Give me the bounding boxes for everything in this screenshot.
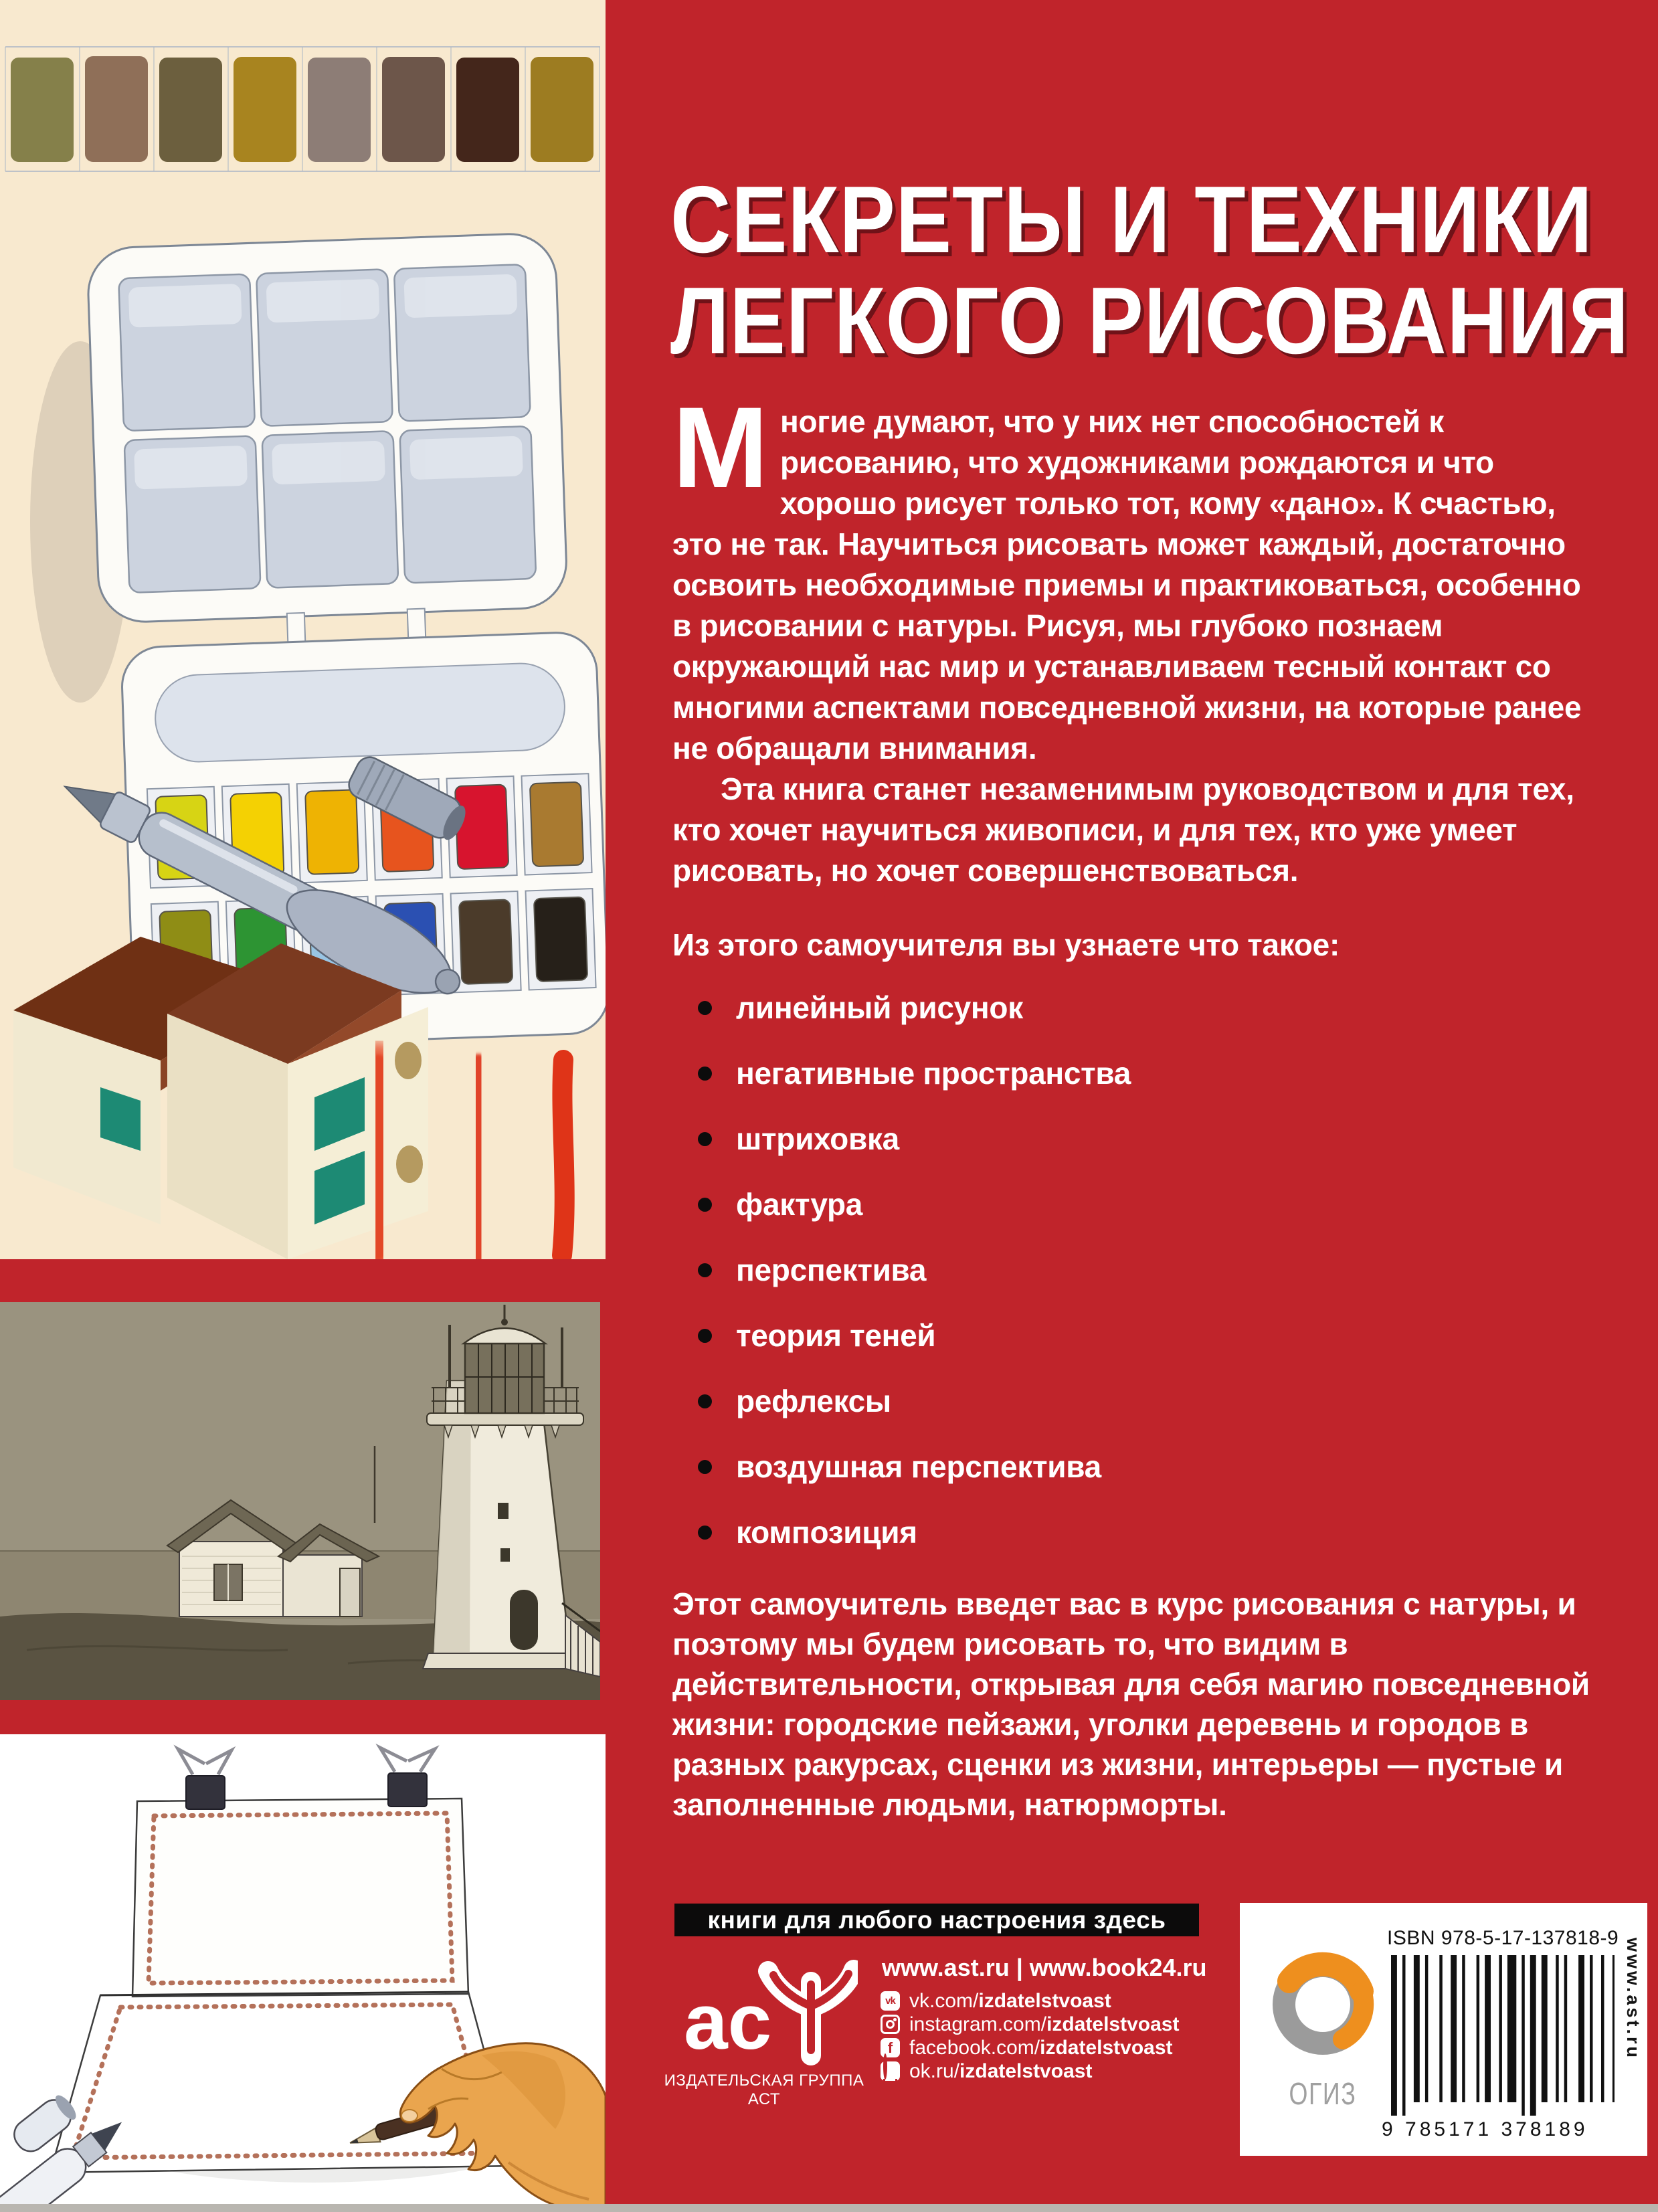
ast-logo-letters: ас xyxy=(684,1978,772,2066)
title-line-2: ЛЕГКОГО РИСОВАНИЯ xyxy=(670,268,1630,375)
ast-logo xyxy=(684,1948,858,2072)
ogiz-logo xyxy=(1263,1944,1383,2068)
vk-icon: vk xyxy=(881,1991,900,2011)
social-link-instagram[interactable]: instagram.com/izdatelstvoast xyxy=(881,2015,1179,2034)
list-item: штриховка xyxy=(672,1106,1608,1172)
barcode xyxy=(1390,1955,1615,2117)
list-item: композиция xyxy=(672,1499,1608,1565)
annotation-text xyxy=(672,383,1608,1825)
instagram-icon xyxy=(881,2015,900,2034)
lighthouse-tower xyxy=(423,1305,583,1669)
binder-clip-left xyxy=(178,1749,232,1809)
sketchbook-drawing xyxy=(0,1734,606,2205)
list-item: перспектива xyxy=(672,1237,1608,1303)
page-title xyxy=(670,167,1630,375)
paragraph-1-text: ногие думают, что у них нет способностей к рисованию, что художниками рождаются и что хорошо рисует только тот, кому «дано». К счастью, это не так. Научиться рисовать может каждый, достаточно освоить необходимые приемы и практиковаться, особенно в рисовании с натуры. Рисуя, мы глубоко познаем окружающий нас мир и устанавливаем тесный контакт со многими аспектами повседневной жизни, на которые ранее не обращали внимания. xyxy=(672,404,1582,765)
illustration-sketchbook-hand xyxy=(0,1734,606,2205)
list-item: теория теней xyxy=(672,1303,1608,1368)
ok-icon xyxy=(881,2061,900,2081)
list-intro: Из этого самоучителя вы узнаете что такое: xyxy=(672,927,1340,962)
illustration-lighthouse-sketch xyxy=(0,1302,600,1700)
binder-clip-right xyxy=(380,1748,435,1807)
ast-logo-icon xyxy=(684,1948,858,2069)
watercolor-set-drawing xyxy=(0,0,606,1259)
drop-cap: М xyxy=(672,383,768,512)
isbn-number: ISBN 978-5-17-137818-9 xyxy=(1387,1927,1619,1949)
illustration-watercolor-set xyxy=(0,0,606,1259)
publisher-urls[interactable]: www.ast.ru | www.book24.ru xyxy=(882,1954,1207,1981)
isbn-box xyxy=(1240,1903,1647,2156)
paragraph-3: Этот самоучитель введет вас в курс рисования с натуры, и поэтому мы будем рисовать то, что видим в действительности, открывая для себя магию повседневной жизни: городские пейзажи, уголки деревень и городов в разных ракурсах, сценки из жизни, интерьеры — пустые и заполненные людьми, натюрморты. xyxy=(672,1586,1590,1822)
title-line-1: СЕКРЕТЫ И ТЕХНИКИ xyxy=(670,167,1593,274)
publisher-caption: ИЗДАТЕЛЬСКАЯ ГРУППА АСТ xyxy=(664,2071,864,2108)
side-url: www.ast.ru xyxy=(1623,1938,1643,2061)
barcode-digits: 9 785171 378189 xyxy=(1382,2118,1588,2140)
social-link-facebook[interactable]: f facebook.com/izdatelstvoast xyxy=(881,2038,1179,2057)
list-item: линейный рисунок xyxy=(672,975,1608,1040)
list-item: негативные пространства xyxy=(672,1040,1608,1106)
ogiz-logo-icon xyxy=(1263,1944,1383,2065)
facebook-icon: f xyxy=(881,2038,900,2057)
lighthouse-drawing xyxy=(0,1302,600,1700)
social-link-ok[interactable]: ok.ru/izdatelstvoast xyxy=(881,2061,1179,2081)
promo-banner: книги для любого настроения здесь xyxy=(674,1904,1199,1936)
paragraph-1 xyxy=(672,383,1608,769)
list-item: рефлексы xyxy=(672,1368,1608,1434)
social-links xyxy=(881,1991,1179,2085)
paragraph-2: Эта книга станет незаменимым руководством и для тех, кто хочет научиться живописи, и для тех, кто уже умеет рисовать, но хочет совершенствоваться. xyxy=(672,771,1574,888)
scan-edge xyxy=(0,2204,1658,2212)
ogiz-caption: ОГИЗ xyxy=(1289,2076,1357,2111)
keepers-house xyxy=(167,1446,379,1617)
list-item: фактура xyxy=(672,1172,1608,1237)
topics-list xyxy=(672,975,1608,1565)
list-item: воздушная перспектива xyxy=(672,1434,1608,1499)
swatch-strip xyxy=(5,47,600,171)
social-link-vk[interactable]: vk vk.com/izdatelstvoast xyxy=(881,1991,1179,2011)
